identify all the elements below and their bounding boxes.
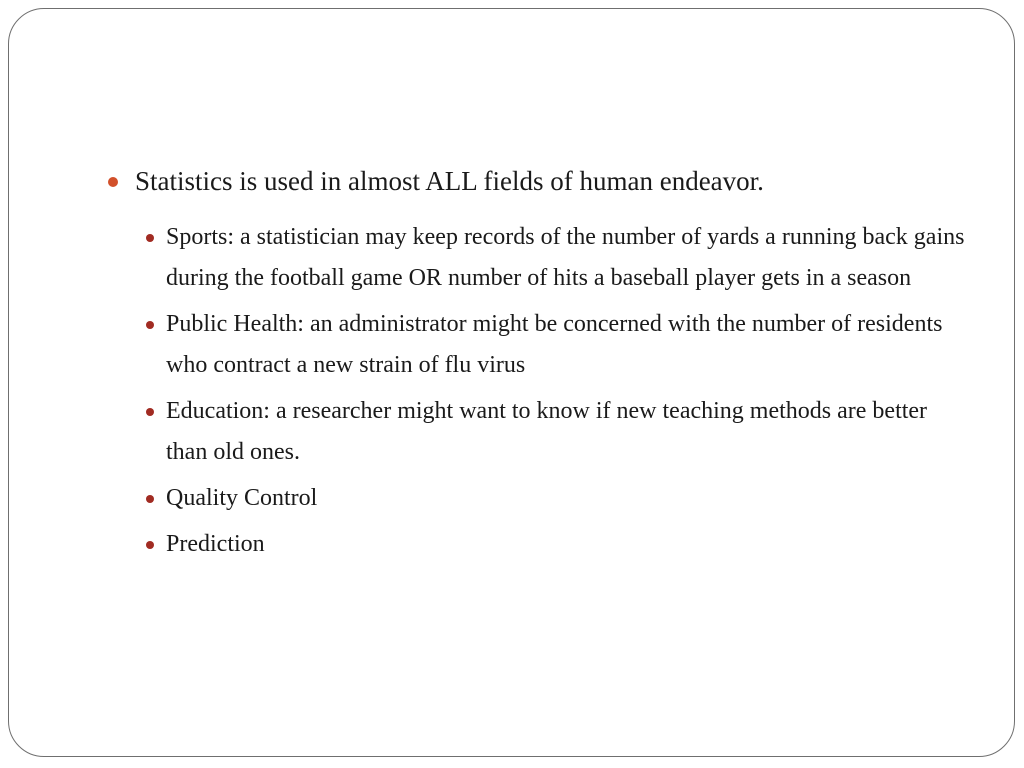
sub-bullet-text: Education: a researcher might want to know if new teaching methods are better than old ones.: [166, 398, 928, 465]
bullet-dot-icon: [146, 234, 154, 242]
sub-bullet-public-health: [146, 304, 966, 386]
sub-bullet-text: Public Health: an administrator might be concerned with the number of residents who contract a new strain of flu virus: [166, 311, 943, 378]
bullet-dot-icon: [108, 177, 118, 187]
sub-bullet-text: Sports: a statistician may keep records of the number of yards a running back gains during the football game OR number of hits a baseball player gets in a season: [166, 224, 965, 291]
main-bullet-text: Statistics is used in almost ALL fields of human endeavor.: [135, 166, 764, 196]
sub-bullet-prediction: [146, 524, 966, 565]
bullet-dot-icon: [146, 321, 154, 329]
sub-bullet-list: [146, 217, 966, 570]
sub-bullet-quality-control: [146, 478, 966, 519]
bullet-dot-icon: [146, 541, 154, 549]
sub-bullet-text: Prediction: [166, 531, 265, 557]
bullet-dot-icon: [146, 408, 154, 416]
sub-bullet-sports: [146, 217, 966, 299]
sub-bullet-education: [146, 391, 966, 473]
bullet-dot-icon: [146, 495, 154, 503]
sub-bullet-text: Quality Control: [166, 485, 318, 511]
